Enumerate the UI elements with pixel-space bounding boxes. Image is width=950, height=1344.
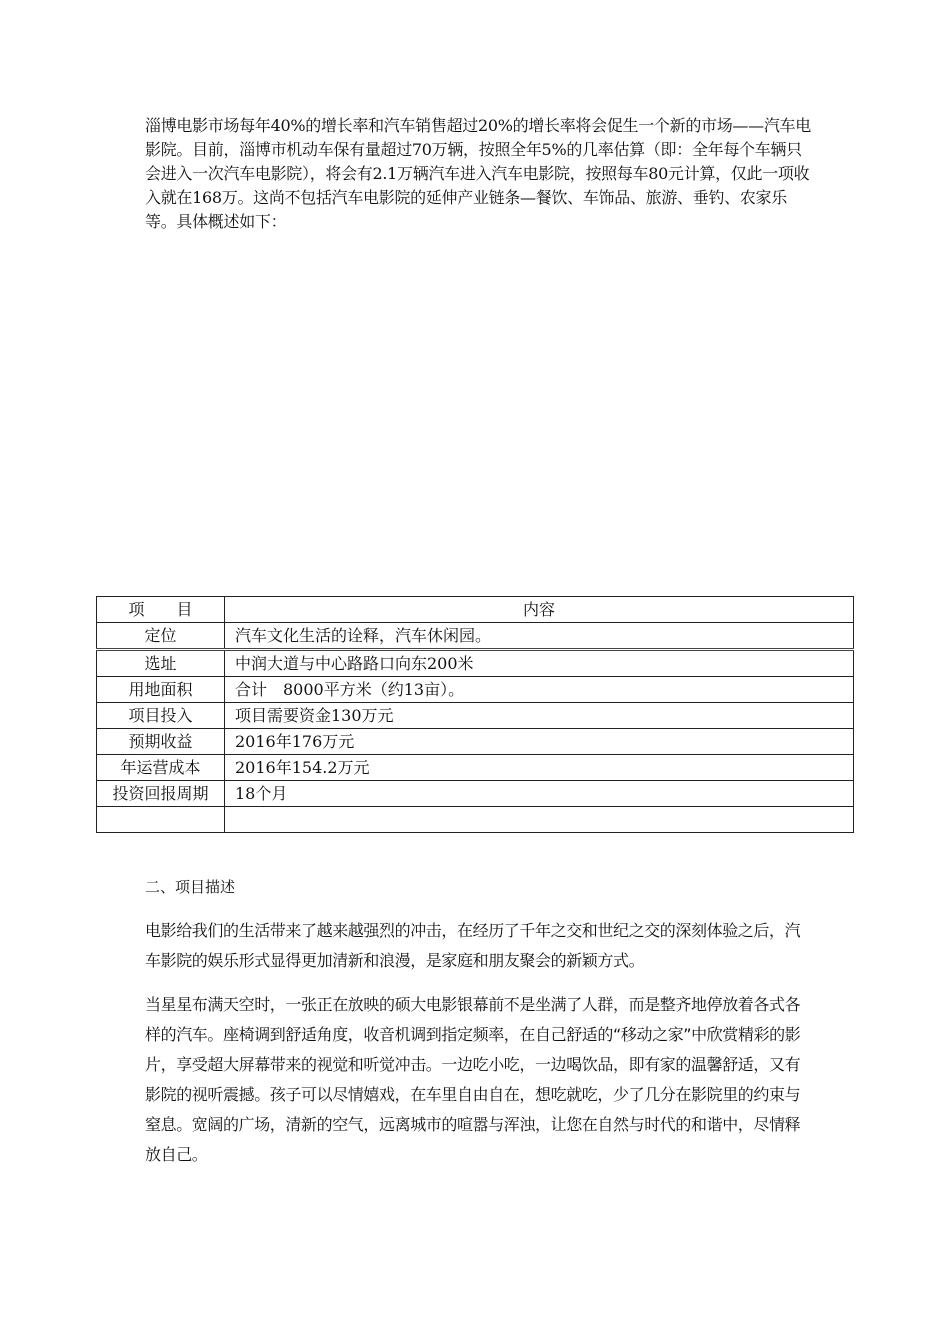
table-row	[97, 729, 854, 755]
row-value-land-area: 合计 8000平方米（约13亩）。	[225, 677, 854, 703]
row-label-land-area: 用地面积	[97, 677, 225, 703]
row-value-operating-cost: 2016年154.2万元	[225, 755, 854, 781]
row-label-expected-revenue: 预期收益	[97, 729, 225, 755]
table-row	[97, 703, 854, 729]
table-row	[97, 650, 854, 677]
intro-section	[145, 114, 815, 234]
row-value-positioning: 汽车文化生活的诠释，汽车休闲园。	[225, 623, 854, 650]
table-row-empty	[97, 807, 854, 833]
row-label-operating-cost: 年运营成本	[97, 755, 225, 781]
header-label-cell: 项 目	[97, 597, 225, 623]
description-paragraph-1: 电影给我们的生活带来了越来越强烈的冲击，在经历了千年之交和世纪之交的深刻体验之后，汽车影院的娱乐形式显得更加清新和浪漫，是家庭和朋友聚会的新颖方式。	[145, 921, 801, 970]
row-label-positioning: 定位	[97, 623, 225, 650]
project-description	[145, 916, 810, 1184]
table-header-row	[97, 597, 854, 623]
row-label-empty	[97, 807, 225, 833]
row-label-payback-period: 投资回报周期	[97, 781, 225, 807]
table-row	[97, 623, 854, 650]
row-value-investment: 项目需要资金130万元	[225, 703, 854, 729]
table-row	[97, 677, 854, 703]
row-value-payback-period: 18个月	[225, 781, 854, 807]
header-content-cell: 内容	[225, 597, 854, 623]
intro-paragraph: 淄博电影市场每年40%的增长率和汽车销售超过20%的增长率将会促生一个新的市场——汽车电影院。目前，淄博市机动车保有量超过70万辆，按照全年5%的几率估算（即：全年每个车辆只会进入一次汽车电影院），将会有2.1万辆汽车进入汽车电影院，按照每车80元计算，仅此一项收入就在168万。这尚不包括汽车电影院的延伸产业链条—餐饮、车饰品、旅游、垂钓、农家乐等。具体概述如下：	[145, 116, 811, 231]
row-value-empty	[225, 807, 854, 833]
row-value-location: 中润大道与中心路路口向东200米	[225, 650, 854, 677]
section-title: 二、项目描述	[145, 878, 236, 896]
row-label-location: 选址	[97, 650, 225, 677]
description-paragraph-2: 当星星布满天空时，一张正在放映的硕大电影银幕前不是坐满了人群，而是整齐地停放着各式各样的汽车。座椅调到舒适角度，收音机调到指定频率，在自己舒适的“移动之家”中欣赏精彩的影片，享受超大屏幕带来的视觉和听觉冲击。一边吃小吃，一边喝饮品，即有家的温馨舒适，又有影院的视听震撼。孩子可以尽情嬉戏，在车里自由自在，想吃就吃，少了几分在影院里的约束与窒息。宽阔的广场，清新的空气，远离城市的喧嚣与浑浊，让您在自然与时代的和谐中，尽情释放自己。	[145, 995, 801, 1164]
row-label-investment: 项目投入	[97, 703, 225, 729]
table-row	[97, 755, 854, 781]
project-summary-table	[96, 596, 854, 833]
table-row	[97, 781, 854, 807]
row-value-expected-revenue: 2016年176万元	[225, 729, 854, 755]
